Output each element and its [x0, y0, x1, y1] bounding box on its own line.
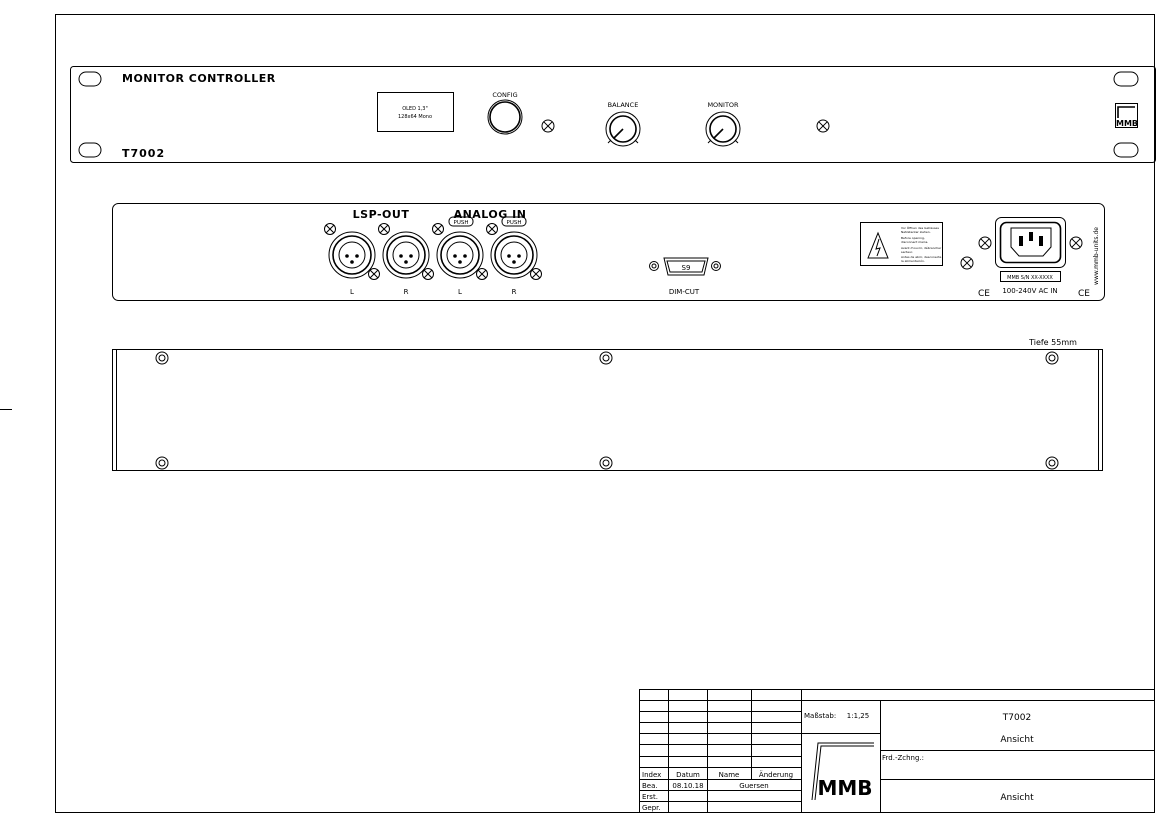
- xlr-analog-in-r: [491, 232, 537, 278]
- power-inlet: [996, 218, 1066, 268]
- channel-label-in-l: L: [458, 288, 462, 296]
- oled-display-line-2: 128x64 Mono: [397, 114, 433, 120]
- top-view-screws: [156, 352, 1058, 469]
- top-view-screw-1: [156, 352, 168, 364]
- top-view-outline: [113, 350, 1103, 471]
- oled-display: [378, 93, 454, 132]
- bearb-label: Bea.: [642, 782, 658, 790]
- change-header: Änderung: [758, 771, 794, 779]
- push-tab-2-label: PUSH: [506, 220, 522, 226]
- bearb-name: Guersen: [739, 782, 769, 790]
- screw-rear-power-3: [1070, 237, 1082, 249]
- front-panel: [71, 67, 1156, 163]
- rack-slot-bottom-right: [1114, 143, 1138, 157]
- screw-front-1: [542, 120, 554, 132]
- device-model: T7002: [122, 147, 166, 160]
- warning-label: [861, 223, 943, 266]
- warning-line-7: Antes de abrir, desconecte: [901, 255, 942, 259]
- balance-label: BALANCE: [607, 101, 639, 109]
- top-view-screw-4: [156, 457, 168, 469]
- dim-cut-label: DIM-CUT: [668, 288, 700, 296]
- screw-front-2: [817, 120, 829, 132]
- channel-label-lsp-r: R: [403, 288, 409, 296]
- xlr-lsp-out-r-screw-bottom: [423, 269, 434, 280]
- scale-value: 1:1,25: [846, 712, 870, 720]
- bearb-date: 08.10.18: [672, 782, 704, 790]
- monitor-knob: [706, 112, 740, 146]
- drawing-number: T7002: [1002, 713, 1032, 723]
- front-logo-text: MMB: [1115, 119, 1139, 128]
- xlr-lsp-out-r: [383, 232, 429, 278]
- rack-slot-top-left: [79, 72, 101, 86]
- channel-label-in-r: R: [511, 288, 517, 296]
- view-name-top: Ansicht: [1000, 735, 1034, 745]
- warning-line-4: disconnect mains.: [901, 240, 929, 244]
- xlr-lsp-out-l-screw-top: [325, 224, 336, 235]
- power-label: 100-240V AC IN: [1002, 287, 1058, 295]
- xlr-lsp-out-l: [329, 232, 375, 278]
- drawing-border: [56, 15, 1155, 813]
- analog-in-label: ANALOG IN: [453, 208, 527, 221]
- xlr-analog-in-r-screw-bottom: [531, 269, 542, 280]
- front-logo: [1116, 104, 1139, 129]
- index-header: Index: [642, 771, 662, 779]
- rear-panel: [113, 204, 1105, 301]
- device-title: MONITOR CONTROLLER: [122, 72, 276, 85]
- balance-knob: [606, 112, 640, 146]
- warning-line-5: Avant d'ouvrir, débrancher: [901, 246, 942, 250]
- view-name-bottom: Ansicht: [1000, 793, 1034, 803]
- website-url: www.mmb-units.de: [1093, 227, 1100, 285]
- monitor-label: MONITOR: [707, 101, 739, 109]
- warning-line-2: Netzstecker ziehen.: [901, 230, 931, 234]
- dsub-connector: [650, 258, 721, 275]
- oled-display-line-1: OLED 1,3": [402, 106, 428, 112]
- xlr-connectors: [325, 224, 542, 280]
- top-view-screw-2: [600, 352, 612, 364]
- xlr-analog-in-r-screw-top: [487, 224, 498, 235]
- screw-rear-power-2: [961, 257, 973, 269]
- xlr-lsp-out-r-screw-top: [379, 224, 390, 235]
- config-label: CONFIG: [492, 91, 518, 99]
- rear-panel-outline: [113, 204, 1105, 301]
- ce-mark-left: CE: [978, 289, 990, 299]
- channel-label-lsp-l: L: [350, 288, 354, 296]
- warning-line-8: la alimentación.: [901, 259, 925, 263]
- warning-line-3: Before opening,: [901, 236, 925, 240]
- datum-header: Datum: [676, 771, 700, 779]
- rack-slot-top-right: [1114, 72, 1138, 86]
- xlr-lsp-out-l-screw-bottom: [369, 269, 380, 280]
- depth-label: Tiefe 55mm: [1029, 338, 1077, 347]
- xlr-analog-in-l-screw-bottom: [477, 269, 488, 280]
- title-block: [640, 690, 1155, 813]
- serial-label: MMB S/N XX-XXXX: [1007, 275, 1053, 281]
- rack-slot-bottom-left: [79, 143, 101, 157]
- screw-rear-power-1: [979, 237, 991, 249]
- top-view-screw-5: [600, 457, 612, 469]
- top-view: [113, 338, 1103, 471]
- top-view-screw-3: [1046, 352, 1058, 364]
- gepr-label: Gepr.: [642, 804, 661, 812]
- title-block-logo-text: MMB: [817, 776, 873, 800]
- frd-label: Frd.-Zchng.:: [882, 754, 925, 762]
- push-tab-1-label: PUSH: [453, 220, 469, 226]
- top-view-screw-6: [1046, 457, 1058, 469]
- scale-label: Maßstab:: [804, 712, 837, 720]
- warning-line-6: secteur.: [901, 250, 913, 254]
- erst-label: Erst.: [642, 793, 658, 801]
- config-encoder-cap: [490, 102, 520, 132]
- lsp-out-label: LSP-OUT: [352, 208, 410, 221]
- name-header: Name: [718, 771, 740, 779]
- dsub-label: S9: [681, 264, 691, 272]
- xlr-analog-in-l-screw-top: [433, 224, 444, 235]
- warning-line-1: Vor Öffnen des Gehäuses: [901, 226, 939, 230]
- xlr-analog-in-l: [437, 232, 483, 278]
- title-block-logo: [812, 743, 874, 800]
- config-encoder: [488, 100, 522, 134]
- ce-mark-right: CE: [1078, 289, 1090, 299]
